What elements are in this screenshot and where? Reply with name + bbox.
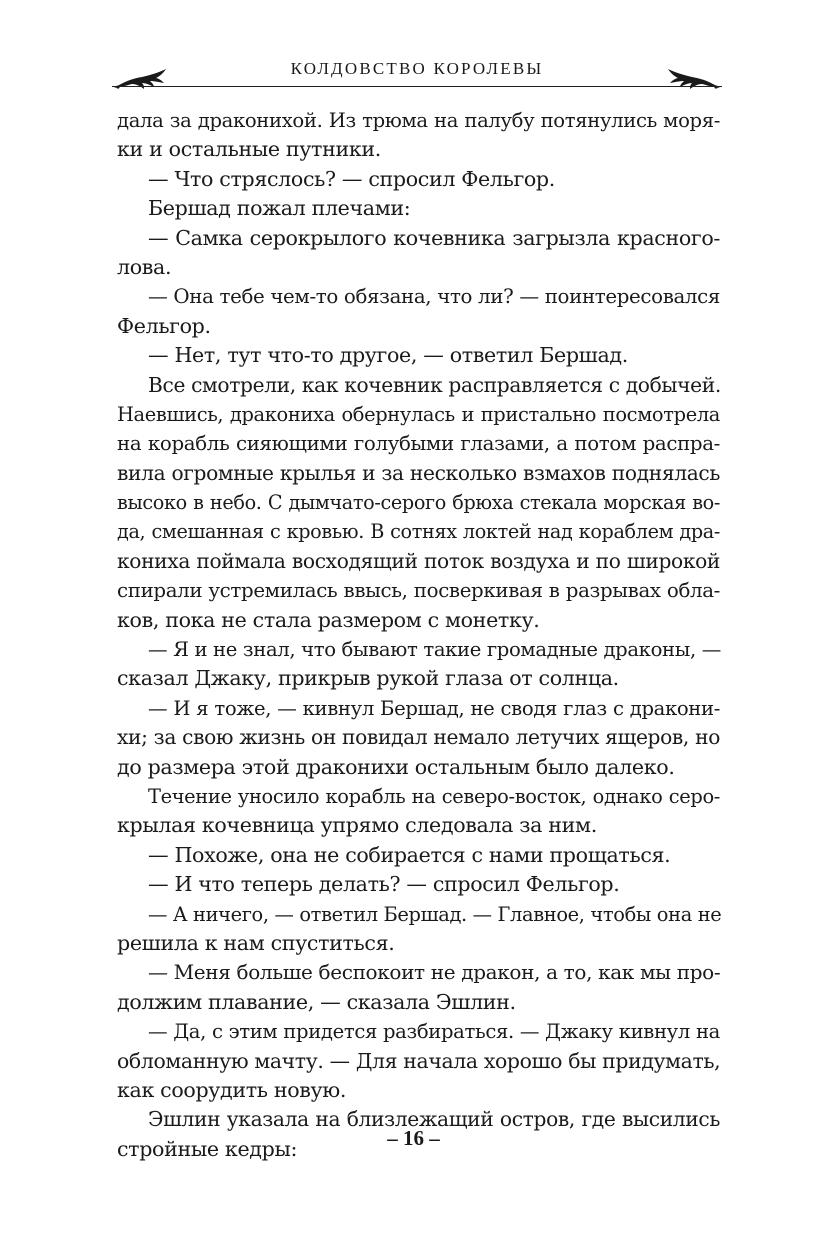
text-line: как соорудить новую.	[117, 1077, 347, 1102]
text-line: Бершад пожал плечами:	[148, 196, 411, 221]
text-line: вила огромные крылья и за несколько взмахов поднялась	[117, 460, 720, 485]
running-head	[112, 56, 722, 96]
running-title: КОЛДОВСТВО КОРОЛЕВЫ	[290, 59, 544, 78]
text-line: сказал Джаку, прикрыв рукой глаза от солнца.	[117, 666, 619, 691]
text-line: ки и остальные путники.	[117, 137, 381, 162]
text-line: — Меня больше беспокоит не дракон, а то, как мы про-	[148, 960, 721, 985]
text-line: — И я тоже, — кивнул Бершад, не сводя глаз с дракони-	[148, 696, 720, 720]
text-line: — Нет, тут что-то другое, — ответил Бершад.	[148, 343, 628, 368]
text-line: дала за драконихой. Из трюма на палубу потянулись моря-	[117, 109, 720, 132]
header-rule	[112, 86, 722, 87]
text-line: Течение уносило корабль на северо-восток, однако серо-	[148, 784, 720, 808]
text-line: ков, пока не стала размером с монетку.	[117, 607, 540, 632]
text-line: Наевшись, дракониха обернулась и пристально посмотрела	[117, 402, 720, 426]
text-line: — И что теперь делать? — спросил Фельгор.	[148, 872, 620, 897]
text-line: Фельгор.	[117, 313, 211, 338]
text-line: — Она тебе чем-то обязана, что ли? — поинтересовался	[148, 285, 720, 309]
page-number: – 16 –	[387, 1126, 440, 1150]
text-line: высоко в небо. С дымчато-серого брюха стекала морская во-	[117, 491, 720, 515]
text-line: до размера этой драконихи остальным было далеко.	[117, 754, 675, 779]
text-line: крылая кочевница упрямо следовала за ним.	[117, 813, 597, 838]
dragon-wing-ornament-icon	[666, 67, 722, 91]
text-line: стройные кедры:	[117, 1136, 298, 1161]
text-line: лова.	[117, 254, 172, 279]
body-text	[117, 106, 720, 1164]
text-line: спирали устремилась ввысь, посверкивая в разрывах обла-	[117, 579, 720, 603]
text-line: хи; за свою жизнь он повидал немало летучих ящеров, но	[117, 725, 720, 750]
text-line: — А ничего, — ответил Бершад. — Главное, чтобы она не	[148, 902, 722, 926]
text-line: должим плавание, — сказала Эшлин.	[117, 989, 516, 1014]
text-line: — Я и не знал, что бывают такие громадные драконы, —	[148, 638, 721, 662]
text-line: Все смотрели, как кочевник расправляется с добычей.	[148, 372, 721, 397]
text-line: — Самка серокрылого кочевника загрызла красного-	[148, 225, 720, 250]
text-line: кониха поймала восходящий поток воздуха и по широкой	[117, 548, 720, 573]
text-line: — Что стряслось? — спросил Фельгор.	[148, 166, 555, 191]
text-line: решила к нам спуститься.	[117, 930, 395, 955]
text-line: да, смешанная с кровью. В сотнях локтей над кораблем дра-	[117, 520, 720, 544]
text-line: на корабль сияющими голубыми глазами, а потом распра-	[117, 432, 720, 456]
text-line: обломанную мачту. — Для начала хорошо бы придумать,	[117, 1048, 721, 1073]
text-line: — Похоже, она не собирается с нами прощаться.	[148, 842, 671, 867]
text-line: Эшлин указала на близлежащий остров, где высились	[148, 1107, 720, 1132]
text-line: — Да, с этим придется разбираться. — Джаку кивнул на	[148, 1020, 720, 1044]
